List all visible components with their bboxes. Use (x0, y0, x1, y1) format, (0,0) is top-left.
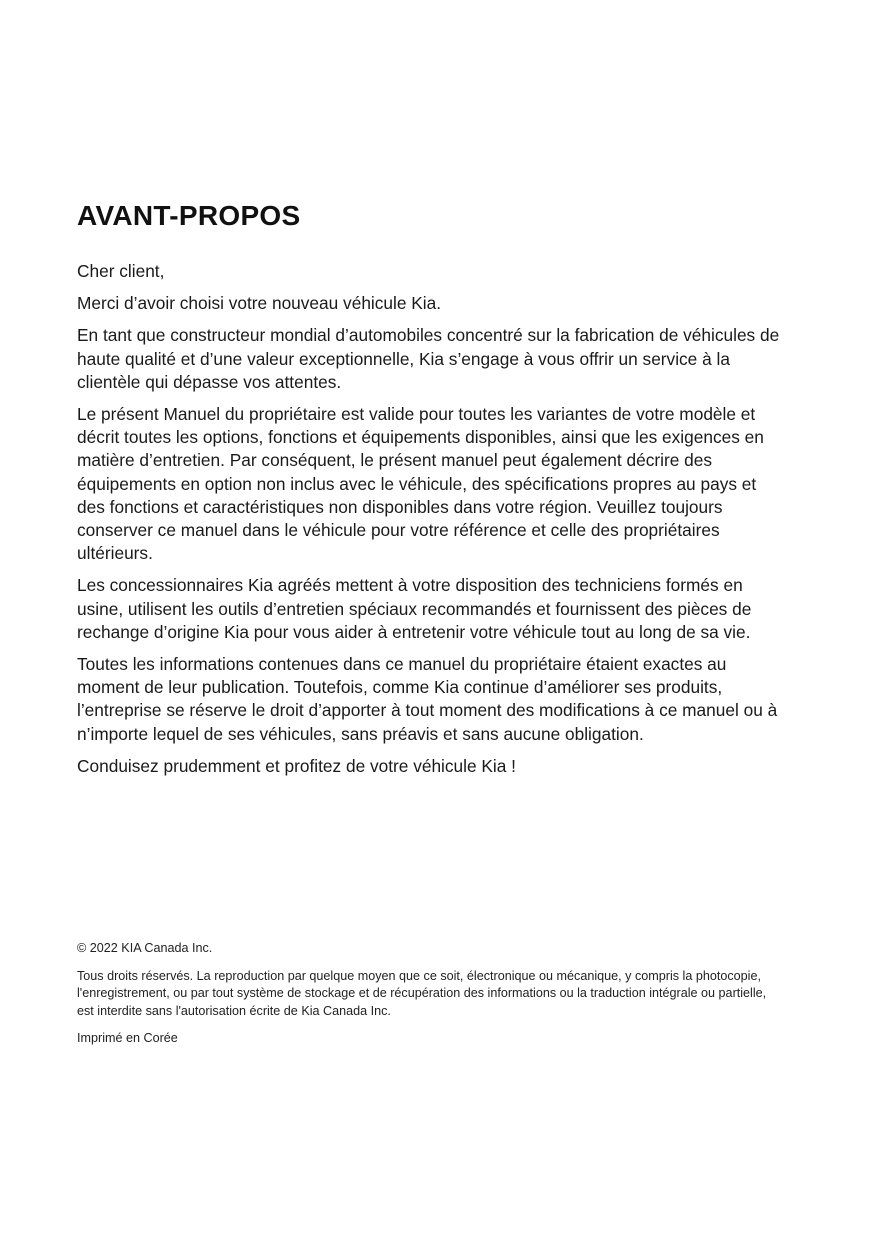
thanks-paragraph: Merci d’avoir choisi votre nouveau véhicule Kia. (77, 293, 442, 314)
page-title: AVANT-PROPOS (77, 200, 301, 231)
commitment-paragraph: En tant que constructeur mondial d’automobiles concentré sur la fabrication de véhicules de haute qualité et d’une valeur exceptionnelle, Kia s’engage à vous offrir un service à la clientèle qui dépasse vos attentes. (77, 325, 780, 392)
legal-notice (77, 940, 783, 1058)
greeting-paragraph: Cher client, (77, 261, 165, 281)
accuracy-paragraph: Toutes les informations contenues dans ce manuel du propriétaire étaient exactes au moment de leur publication. Toutefois, comme Kia continue d’améliorer ses produits, l’entreprise se réserve le droit d’apporter à tout moment des modifications à ce manuel ou à n’importe lequel de ses véhicules, sans préavis et sans aucune obligation. (77, 654, 778, 744)
manual-scope-paragraph: Le présent Manuel du propriétaire est valide pour toutes les variantes de votre modèle et décrit toutes les options, fonctions et équipements disponibles, ainsi que les exigences en matière d’entretien. Par conséquent, le présent manuel peut également décrire des équipements en option non inclus avec le véhicule, des spécifications propres au pays et des fonctions et caractéristiques non disponibles dans votre région. Veuillez toujours conserver ce manuel dans le véhicule pour votre référence et celle des propriétaires ultérieurs. (77, 404, 764, 564)
closing-paragraph: Conduisez prudemment et profitez de votre véhicule Kia ! (77, 755, 516, 776)
dealers-paragraph: Les concessionnaires Kia agréés mettent à votre disposition des techniciens formés en usine, utilisent les outils d’entretien spéciaux recommandés et fournissent des pièces de rechange d’origine Kia pour vous aider à entretenir votre véhicule tout au long de sa vie. (77, 575, 752, 642)
copyright-line: © 2022 KIA Canada Inc. (77, 941, 213, 955)
foreword-body (77, 260, 783, 787)
printed-in-line: Imprimé en Corée (77, 1031, 178, 1046)
rights-reserved-text: Tous droits réservés. La reproduction par quelque moyen que ce soit, électronique ou mécanique, y compris la photocopie, l'enregistrement, ou par tout système de stockage et de récupération des informations ou la traduction intégrale ou partielle, est interdite sans l'autorisation écrite de Kia Canada Inc. (77, 968, 767, 1018)
